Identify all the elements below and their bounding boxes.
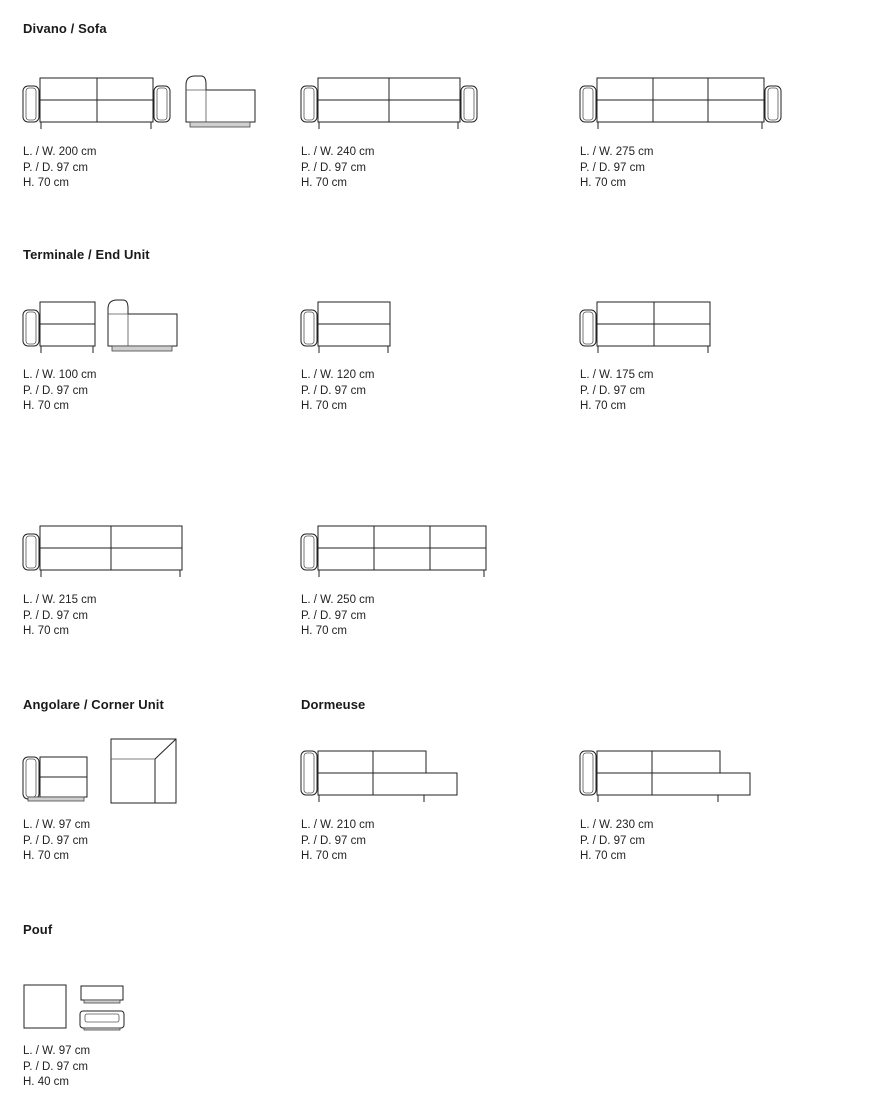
section-title-sofa: Divano / Sofa xyxy=(23,21,107,36)
pouf-drawing xyxy=(20,982,130,1034)
dormeuse-210-drawing xyxy=(298,745,463,807)
dormeuse-230-drawing xyxy=(577,745,757,807)
spec-sofa-200: L. / W. 200 cm P. / D. 97 cm H. 70 cm xyxy=(23,146,97,189)
spec-pouf: L. / W. 97 cm P. / D. 97 cm H. 40 cm xyxy=(23,1045,91,1088)
sofa-240-drawing xyxy=(298,72,488,134)
spec-end-unit-120: L. / W. 120 cm P. / D. 97 cm H. 70 cm xyxy=(301,369,375,412)
spec-sofa-275: L. / W. 275 cm P. / D. 97 cm H. 70 cm xyxy=(580,146,654,189)
end-unit-120-drawing xyxy=(298,296,398,358)
spec-end-unit-175: L. / W. 175 cm P. / D. 97 cm H. 70 cm xyxy=(580,369,654,412)
sofa-200-drawing xyxy=(20,72,265,134)
spec-dormeuse-210: L. / W. 210 cm P. / D. 97 cm H. 70 cm xyxy=(301,819,375,862)
sofa-275-drawing xyxy=(577,72,792,134)
end-unit-215-drawing xyxy=(20,520,190,582)
corner-unit-drawing xyxy=(20,735,185,807)
end-unit-175-drawing xyxy=(577,296,717,358)
section-title-corner-unit: Angolare / Corner Unit xyxy=(23,697,164,712)
section-title-end-unit: Terminale / End Unit xyxy=(23,247,150,262)
spec-end-unit-215: L. / W. 215 cm P. / D. 97 cm H. 70 cm xyxy=(23,594,97,637)
spec-end-unit-100: L. / W. 100 cm P. / D. 97 cm H. 70 cm xyxy=(23,369,97,412)
section-title-dormeuse: Dormeuse xyxy=(301,697,366,712)
end-unit-100-drawing xyxy=(20,296,185,358)
spec-corner-unit: L. / W. 97 cm P. / D. 97 cm H. 70 cm xyxy=(23,819,91,862)
spec-end-unit-250: L. / W. 250 cm P. / D. 97 cm H. 70 cm xyxy=(301,594,375,637)
section-title-pouf: Pouf xyxy=(23,922,53,937)
end-unit-250-drawing xyxy=(298,520,493,582)
spec-sofa-240: L. / W. 240 cm P. / D. 97 cm H. 70 cm xyxy=(301,146,375,189)
spec-dormeuse-230: L. / W. 230 cm P. / D. 97 cm H. 70 cm xyxy=(580,819,654,862)
